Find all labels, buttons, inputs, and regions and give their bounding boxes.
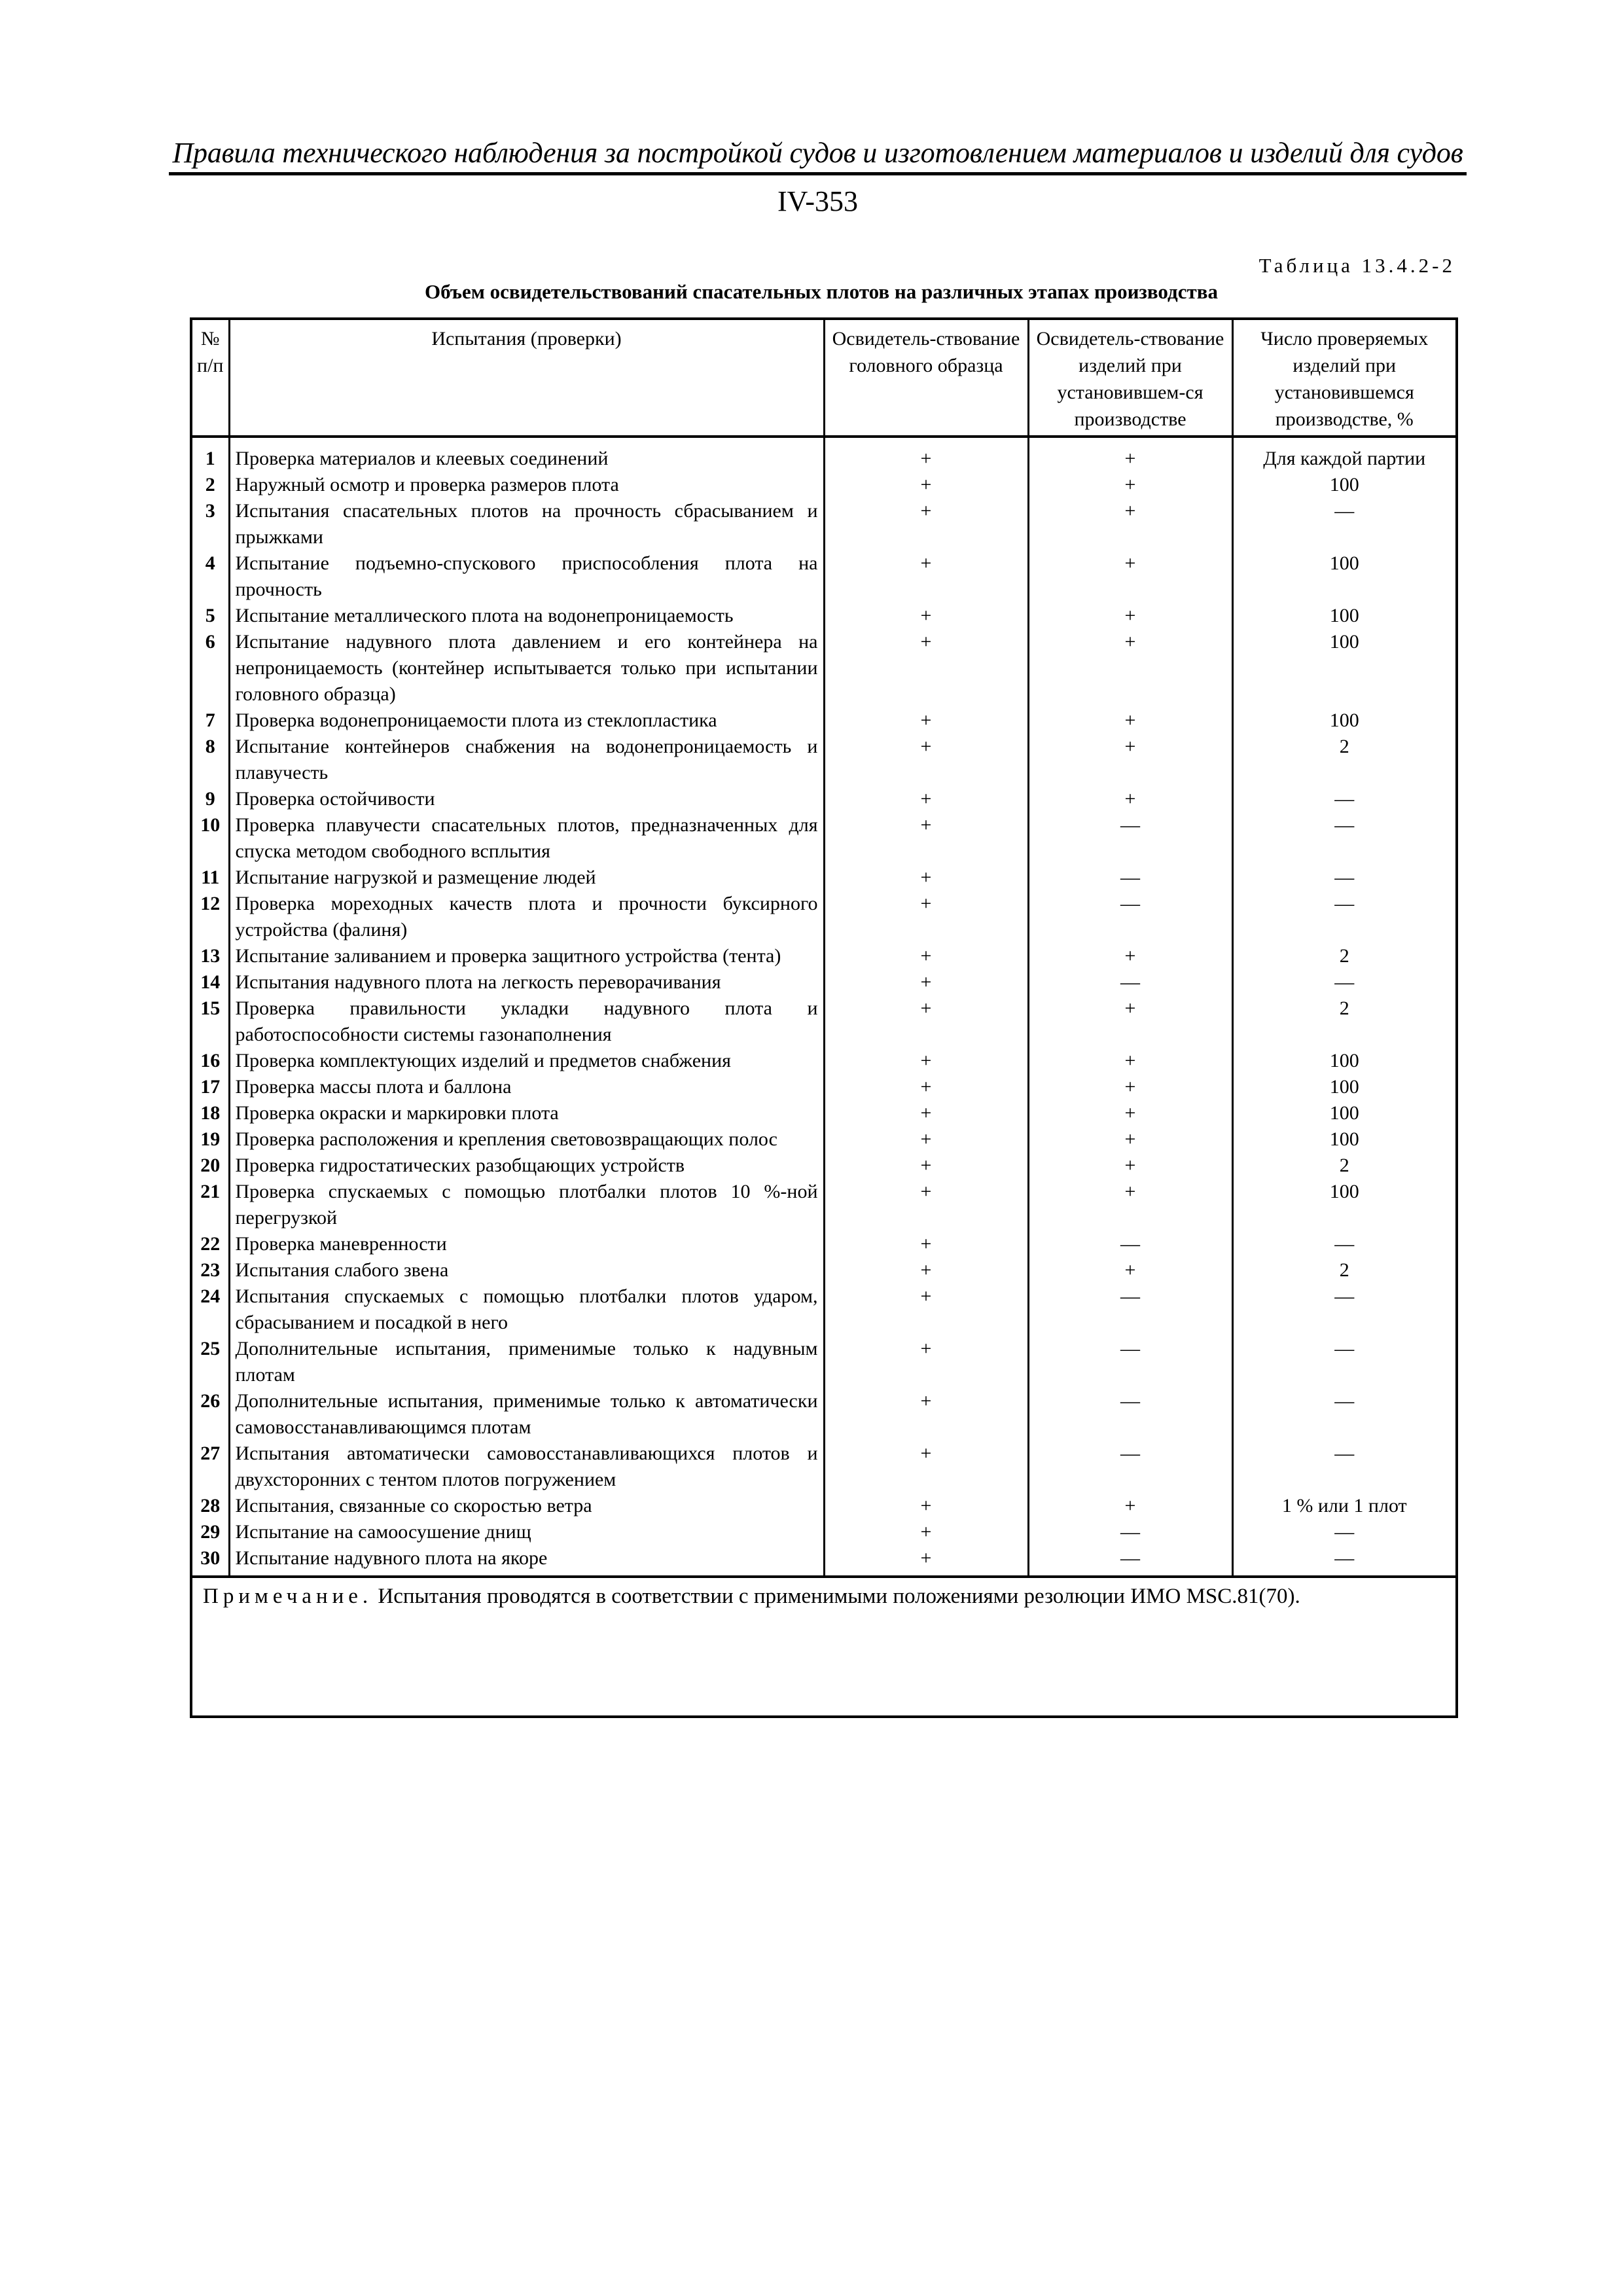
test-name: Испытания спасательных плотов на прочность сбрасыванием и прыжками [229, 498, 824, 550]
test-name: Проверка комплектующих изделий и предметов снабжения [229, 1048, 824, 1074]
test-name: Дополнительные испытания, применимые только к надувным плотам [229, 1336, 824, 1388]
table-row [192, 969, 1455, 996]
row-number: 29 [192, 1519, 229, 1545]
table-row [192, 437, 1455, 472]
percent-checked: — [1334, 1390, 1355, 1412]
column-header-tests: Испытания (проверки) [229, 320, 824, 437]
row-number: 22 [192, 1231, 229, 1257]
percent-checked: 100 [1329, 605, 1359, 626]
test-name: Испытание заливанием и проверка защитного устройства (тента) [229, 943, 824, 969]
table-row [192, 1179, 1455, 1231]
row-number: 4 [192, 550, 229, 603]
serial-survey-mark: — [1028, 1336, 1232, 1388]
row-number: 10 [192, 812, 229, 865]
row-number: 2 [192, 472, 229, 498]
test-name: Испытания, связанные со скоростью ветра [229, 1493, 824, 1519]
serial-survey-mark: + [1028, 498, 1232, 550]
percent-checked: — [1334, 1285, 1355, 1307]
row-number: 6 [192, 629, 229, 708]
survey-table [190, 317, 1458, 1718]
prototype-survey-mark: + [824, 996, 1028, 1048]
serial-survey-mark: — [1028, 1388, 1232, 1441]
table-row [192, 1126, 1455, 1153]
row-number: 5 [192, 603, 229, 629]
serial-survey-mark: + [1028, 1179, 1232, 1231]
percent-checked: — [1334, 867, 1355, 888]
test-name: Испытание надувного плота давлением и его контейнера на непроницаемость (контейнер испытывается только при испытании головного образца) [229, 629, 824, 708]
serial-survey-mark: — [1028, 1283, 1232, 1336]
test-name: Проверка правильности укладки надувного плота и работоспособности системы газонаполнения [229, 996, 824, 1048]
row-number: 28 [192, 1493, 229, 1519]
prototype-survey-mark: + [824, 1388, 1028, 1441]
prototype-survey-mark: + [824, 1519, 1028, 1545]
row-number: 24 [192, 1283, 229, 1336]
serial-survey-mark: — [1028, 1441, 1232, 1493]
table-row [192, 1336, 1455, 1388]
test-name: Проверка расположения и крепления световозвращающих полос [229, 1126, 824, 1153]
prototype-survey-mark: + [824, 1100, 1028, 1126]
prototype-survey-mark: + [824, 1336, 1028, 1388]
percent-checked: 100 [1329, 474, 1359, 495]
column-header-serial-survey: Освидетель-ствование изделий при установившем-ся производстве [1028, 320, 1232, 437]
row-number: 25 [192, 1336, 229, 1388]
prototype-survey-mark: + [824, 1179, 1028, 1231]
prototype-survey-mark: + [824, 603, 1028, 629]
percent-checked: 2 [1339, 1155, 1349, 1176]
test-name: Наружный осмотр и проверка размеров плота [229, 472, 824, 498]
serial-survey-mark: + [1028, 708, 1232, 734]
row-number: 1 [192, 437, 229, 472]
percent-checked: 2 [1339, 736, 1349, 757]
test-name: Испытания спускаемых с помощью плотбалки плотов ударом, сбрасыванием и посадкой в него [229, 1283, 824, 1336]
serial-survey-mark: — [1028, 1231, 1232, 1257]
table-row [192, 498, 1455, 550]
percent-checked: 100 [1329, 1128, 1359, 1150]
table-row [192, 943, 1455, 969]
row-number: 14 [192, 969, 229, 996]
row-number: 27 [192, 1441, 229, 1493]
serial-survey-mark: + [1028, 472, 1232, 498]
table-row [192, 1153, 1455, 1179]
prototype-survey-mark: + [824, 437, 1028, 472]
prototype-survey-mark: + [824, 1153, 1028, 1179]
percent-checked: 2 [1339, 945, 1349, 967]
serial-survey-mark: + [1028, 786, 1232, 812]
test-name: Испытание на самоосушение днищ [229, 1519, 824, 1545]
test-name: Проверка водонепроницаемости плота из стеклопластика [229, 708, 824, 734]
percent-checked: — [1334, 1233, 1355, 1255]
table-row [192, 786, 1455, 812]
row-number: 11 [192, 865, 229, 891]
prototype-survey-mark: + [824, 1048, 1028, 1074]
test-name: Проверка массы плота и баллона [229, 1074, 824, 1100]
percent-checked: — [1334, 971, 1355, 993]
prototype-survey-mark: + [824, 498, 1028, 550]
test-name: Испытания автоматически самовосстанавливающихся плотов и двухсторонних с тентом плотов погружением [229, 1441, 824, 1493]
row-number: 16 [192, 1048, 229, 1074]
row-number: 9 [192, 786, 229, 812]
percent-checked: 2 [1339, 997, 1349, 1019]
serial-survey-mark: + [1028, 550, 1232, 603]
serial-survey-mark: — [1028, 865, 1232, 891]
table-row [192, 734, 1455, 786]
serial-survey-mark: + [1028, 1126, 1232, 1153]
prototype-survey-mark: + [824, 786, 1028, 812]
row-number: 15 [192, 996, 229, 1048]
table-row [192, 629, 1455, 708]
test-name: Проверка окраски и маркировки плота [229, 1100, 824, 1126]
page-number: IV-353 [777, 185, 859, 217]
serial-survey-mark: — [1028, 812, 1232, 865]
percent-checked: 1 % или 1 плот [1281, 1495, 1407, 1516]
prototype-survey-mark: + [824, 891, 1028, 943]
table-row [192, 1074, 1455, 1100]
table-row [192, 891, 1455, 943]
table-row [192, 550, 1455, 603]
test-name: Проверка маневренности [229, 1231, 824, 1257]
serial-survey-mark: + [1028, 1048, 1232, 1074]
prototype-survey-mark: + [824, 472, 1028, 498]
serial-survey-mark: + [1028, 1153, 1232, 1179]
serial-survey-mark: + [1028, 603, 1232, 629]
prototype-survey-mark: + [824, 1074, 1028, 1100]
serial-survey-mark: — [1028, 891, 1232, 943]
test-name: Испытания надувного плота на легкость переворачивания [229, 969, 824, 996]
percent-checked: — [1334, 788, 1355, 810]
row-number: 8 [192, 734, 229, 786]
table-row [192, 996, 1455, 1048]
prototype-survey-mark: + [824, 1257, 1028, 1283]
percent-checked: 100 [1329, 631, 1359, 653]
table-row [192, 708, 1455, 734]
percent-checked: — [1334, 500, 1355, 522]
prototype-survey-mark: + [824, 943, 1028, 969]
running-title: Правила технического наблюдения за постройкой судов и изготовлением материалов и изделий для судов [169, 136, 1467, 175]
table-row [192, 1519, 1455, 1545]
percent-checked: 100 [1329, 1076, 1359, 1098]
prototype-survey-mark: + [824, 812, 1028, 865]
row-number: 3 [192, 498, 229, 550]
prototype-survey-mark: + [824, 1493, 1028, 1519]
note-label: Примечание. [203, 1585, 373, 1608]
row-number: 30 [192, 1545, 229, 1575]
percent-checked: 100 [1329, 1050, 1359, 1071]
serial-survey-mark: — [1028, 1519, 1232, 1545]
row-number: 18 [192, 1100, 229, 1126]
percent-checked: 2 [1339, 1259, 1349, 1281]
serial-survey-mark: + [1028, 1493, 1232, 1519]
survey-table-grid [192, 320, 1455, 1575]
percent-checked: — [1334, 1521, 1355, 1543]
prototype-survey-mark: + [824, 865, 1028, 891]
test-name: Испытание контейнеров снабжения на водонепроницаемость и плавучесть [229, 734, 824, 786]
percent-checked: — [1334, 893, 1355, 914]
percent-checked: — [1334, 1547, 1355, 1569]
prototype-survey-mark: + [824, 1283, 1028, 1336]
table-label: Таблица 13.4.2-2 [1258, 254, 1455, 277]
prototype-survey-mark: + [824, 734, 1028, 786]
percent-checked: 100 [1329, 709, 1359, 731]
note-text: Испытания проводятся в соответствии с применимыми положениями резолюции ИМО MSC.81(70). [378, 1585, 1300, 1608]
row-number: 19 [192, 1126, 229, 1153]
prototype-survey-mark: + [824, 1545, 1028, 1575]
table-row [192, 1231, 1455, 1257]
table-row [192, 1388, 1455, 1441]
table-row [192, 1257, 1455, 1283]
row-number: 26 [192, 1388, 229, 1441]
prototype-survey-mark: + [824, 550, 1028, 603]
table-row [192, 1100, 1455, 1126]
test-name: Проверка остойчивости [229, 786, 824, 812]
prototype-survey-mark: + [824, 1231, 1028, 1257]
serial-survey-mark: + [1028, 1074, 1232, 1100]
row-number: 12 [192, 891, 229, 943]
column-header-percent-checked: Число проверяемых изделий при установившемся производстве, % [1232, 320, 1455, 437]
percent-checked: 100 [1329, 1102, 1359, 1124]
serial-survey-mark: — [1028, 969, 1232, 996]
percent-checked: 100 [1329, 552, 1359, 574]
table-body [192, 437, 1455, 1575]
serial-survey-mark: + [1028, 629, 1232, 708]
percent-checked: 100 [1329, 1181, 1359, 1202]
table-row [192, 603, 1455, 629]
table-row [192, 1493, 1455, 1519]
table-row [192, 1545, 1455, 1575]
serial-survey-mark: + [1028, 437, 1232, 472]
serial-survey-mark: + [1028, 943, 1232, 969]
row-number: 23 [192, 1257, 229, 1283]
test-name: Проверка материалов и клеевых соединений [229, 437, 824, 472]
row-number: 20 [192, 1153, 229, 1179]
column-header-number: № п/п [192, 320, 229, 437]
test-name: Испытание надувного плота на якоре [229, 1545, 824, 1575]
test-name: Проверка плавучести спасательных плотов, предназначенных для спуска методом свободного всплытия [229, 812, 824, 865]
test-name: Проверка гидростатических разобщающих устройств [229, 1153, 824, 1179]
table-row [192, 1441, 1455, 1493]
serial-survey-mark: + [1028, 1257, 1232, 1283]
prototype-survey-mark: + [824, 708, 1028, 734]
table-header-row [192, 320, 1455, 437]
percent-checked: Для каждой партии [1263, 448, 1426, 469]
test-name: Испытание нагрузкой и размещение людей [229, 865, 824, 891]
row-number: 21 [192, 1179, 229, 1231]
serial-survey-mark: — [1028, 1545, 1232, 1575]
test-name: Испытание подъемно-спускового приспособления плота на прочность [229, 550, 824, 603]
table-title: Объем освидетельствований спасательных плотов на различных этапах производства [425, 280, 1218, 303]
column-header-prototype-survey: Освидетель-ствование головного образца [824, 320, 1028, 437]
percent-checked: — [1334, 1338, 1355, 1359]
table-row [192, 812, 1455, 865]
table-row [192, 865, 1455, 891]
row-number: 13 [192, 943, 229, 969]
percent-checked: — [1334, 1443, 1355, 1464]
prototype-survey-mark: + [824, 1441, 1028, 1493]
test-name: Проверка спускаемых с помощью плотбалки плотов 10 %-ной перегрузкой [229, 1179, 824, 1231]
table-row [192, 1048, 1455, 1074]
table-row [192, 1283, 1455, 1336]
test-name: Испытания слабого звена [229, 1257, 824, 1283]
serial-survey-mark: + [1028, 996, 1232, 1048]
serial-survey-mark: + [1028, 734, 1232, 786]
test-name: Проверка мореходных качеств плота и прочности буксирного устройства (фалиня) [229, 891, 824, 943]
prototype-survey-mark: + [824, 969, 1028, 996]
table-row [192, 472, 1455, 498]
percent-checked: — [1334, 814, 1355, 836]
test-name: Испытание металлического плота на водонепроницаемость [229, 603, 824, 629]
table-note [192, 1575, 1455, 1616]
row-number: 7 [192, 708, 229, 734]
test-name: Дополнительные испытания, применимые только к автоматически самовосстанавливающимся плотам [229, 1388, 824, 1441]
row-number: 17 [192, 1074, 229, 1100]
serial-survey-mark: + [1028, 1100, 1232, 1126]
prototype-survey-mark: + [824, 1126, 1028, 1153]
prototype-survey-mark: + [824, 629, 1028, 708]
